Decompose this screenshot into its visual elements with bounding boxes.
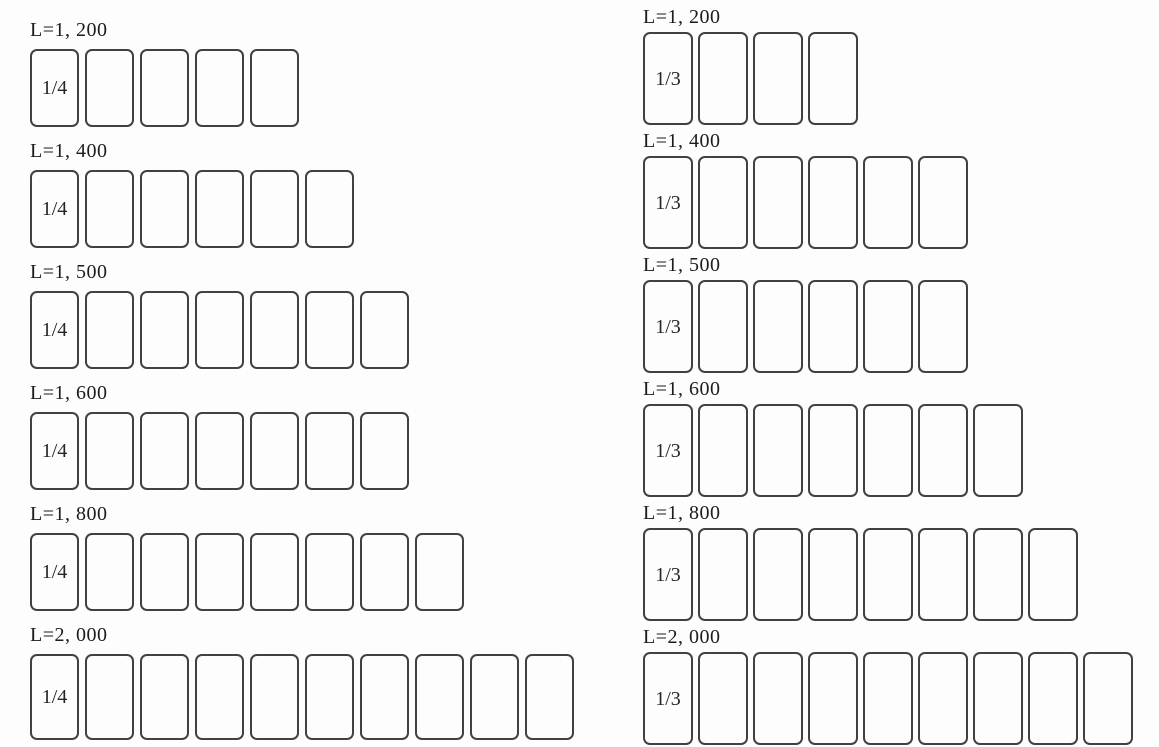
thirds-column	[643, 0, 1133, 745]
box-row	[30, 654, 574, 740]
unit-box	[753, 652, 803, 745]
fraction-box	[30, 170, 79, 248]
fraction-label: 1/3	[655, 439, 681, 462]
unit-box	[918, 528, 968, 621]
length-row	[643, 377, 1133, 497]
fraction-label: 1/3	[655, 315, 681, 338]
length-row	[643, 253, 1133, 373]
length-label: L=1, 200	[643, 6, 721, 28]
length-row	[30, 18, 574, 127]
unit-box	[195, 291, 244, 369]
unit-box	[753, 32, 803, 125]
fraction-box	[643, 404, 693, 497]
unit-box	[140, 170, 189, 248]
unit-box	[808, 404, 858, 497]
length-label: L=1, 600	[643, 378, 721, 400]
fraction-label: 1/3	[655, 563, 681, 586]
length-label: L=2, 000	[30, 624, 108, 646]
unit-box	[305, 533, 354, 611]
unit-box	[250, 170, 299, 248]
fraction-label: 1/3	[655, 687, 681, 710]
fraction-box	[30, 49, 79, 127]
unit-box	[360, 291, 409, 369]
box-row	[643, 32, 1133, 125]
length-label: L=1, 400	[30, 140, 108, 162]
box-row	[643, 652, 1133, 745]
unit-box	[1083, 652, 1133, 745]
unit-box	[140, 49, 189, 127]
fraction-label: 1/3	[655, 191, 681, 214]
unit-box	[85, 654, 134, 740]
box-row	[30, 291, 574, 369]
length-label: L=1, 500	[643, 254, 721, 276]
box-row	[30, 170, 574, 248]
unit-box	[195, 533, 244, 611]
length-row	[643, 129, 1133, 249]
unit-box	[85, 49, 134, 127]
length-label: L=1, 400	[643, 130, 721, 152]
fraction-label: 1/4	[41, 198, 68, 220]
unit-box	[85, 412, 134, 490]
fraction-box	[30, 412, 79, 490]
box-row	[30, 533, 574, 611]
unit-box	[1028, 652, 1078, 745]
fraction-box	[643, 280, 693, 373]
length-row	[643, 501, 1133, 621]
fraction-label: 1/4	[41, 77, 68, 99]
unit-box	[698, 280, 748, 373]
length-label: L=1, 800	[30, 503, 108, 525]
length-label: L=1, 600	[30, 382, 108, 404]
unit-box	[250, 49, 299, 127]
unit-box	[195, 412, 244, 490]
unit-box	[698, 156, 748, 249]
unit-box	[360, 654, 409, 740]
fraction-label: 1/4	[41, 686, 68, 708]
unit-box	[140, 412, 189, 490]
fraction-box	[30, 654, 79, 740]
unit-box	[863, 156, 913, 249]
length-row	[643, 5, 1133, 125]
unit-box	[140, 291, 189, 369]
unit-box	[808, 652, 858, 745]
unit-box	[973, 652, 1023, 745]
fraction-label: 1/4	[41, 440, 68, 462]
box-row	[643, 280, 1133, 373]
unit-box	[753, 156, 803, 249]
unit-box	[808, 280, 858, 373]
length-row	[30, 623, 574, 740]
unit-box	[973, 528, 1023, 621]
unit-box	[918, 156, 968, 249]
fraction-box	[643, 652, 693, 745]
length-row	[30, 260, 574, 369]
fraction-box	[30, 533, 79, 611]
length-label: L=1, 200	[30, 19, 108, 41]
unit-box	[360, 412, 409, 490]
length-row	[30, 381, 574, 490]
unit-box	[470, 654, 519, 740]
unit-box	[305, 291, 354, 369]
unit-box	[140, 654, 189, 740]
unit-box	[808, 528, 858, 621]
unit-box	[195, 654, 244, 740]
unit-box	[918, 404, 968, 497]
quarters-column	[30, 0, 574, 740]
unit-box	[808, 156, 858, 249]
unit-box	[863, 404, 913, 497]
fraction-box	[643, 32, 693, 125]
unit-box	[415, 654, 464, 740]
unit-box	[195, 170, 244, 248]
unit-box	[305, 170, 354, 248]
unit-box	[360, 533, 409, 611]
length-label: L=1, 800	[643, 502, 721, 524]
fraction-label: 1/3	[655, 67, 681, 90]
box-row	[30, 49, 574, 127]
fraction-box	[643, 528, 693, 621]
unit-box	[698, 652, 748, 745]
unit-box	[698, 404, 748, 497]
unit-box	[250, 412, 299, 490]
unit-box	[1028, 528, 1078, 621]
unit-box	[85, 533, 134, 611]
unit-box	[415, 533, 464, 611]
unit-box	[195, 49, 244, 127]
unit-box	[918, 280, 968, 373]
length-row	[643, 625, 1133, 745]
box-row	[643, 528, 1133, 621]
unit-box	[863, 528, 913, 621]
unit-box	[305, 412, 354, 490]
unit-box	[140, 533, 189, 611]
length-label: L=2, 000	[643, 626, 721, 648]
unit-box	[85, 170, 134, 248]
box-row	[30, 412, 574, 490]
fraction-box	[643, 156, 693, 249]
fraction-label: 1/4	[41, 319, 68, 341]
unit-box	[863, 652, 913, 745]
unit-box	[753, 404, 803, 497]
unit-box	[808, 32, 858, 125]
unit-box	[753, 528, 803, 621]
unit-box	[753, 280, 803, 373]
unit-box	[85, 291, 134, 369]
unit-box	[525, 654, 574, 740]
box-row	[643, 156, 1133, 249]
unit-box	[973, 404, 1023, 497]
length-row	[30, 139, 574, 248]
box-row	[643, 404, 1133, 497]
unit-box	[698, 32, 748, 125]
fraction-label: 1/4	[41, 561, 68, 583]
length-row	[30, 502, 574, 611]
unit-box	[250, 291, 299, 369]
length-label: L=1, 500	[30, 261, 108, 283]
unit-box	[863, 280, 913, 373]
unit-box	[305, 654, 354, 740]
unit-box	[918, 652, 968, 745]
unit-box	[250, 654, 299, 740]
unit-box	[250, 533, 299, 611]
unit-box	[698, 528, 748, 621]
fraction-box	[30, 291, 79, 369]
